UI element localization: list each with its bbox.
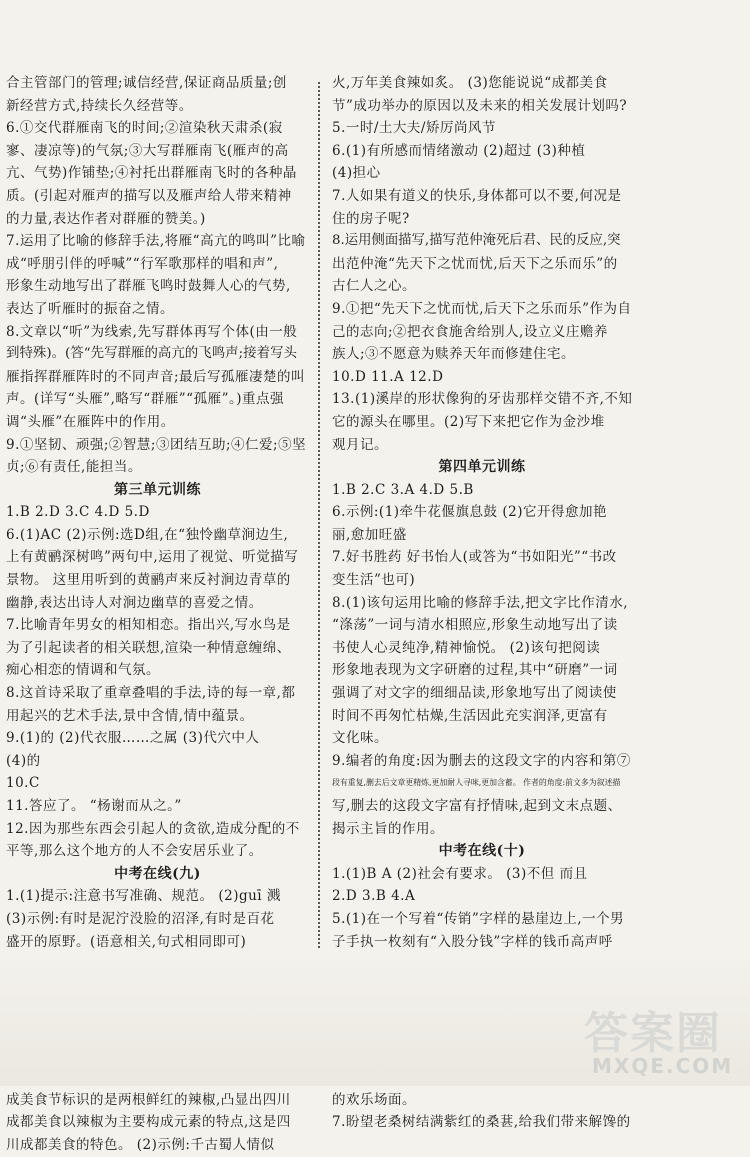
answer-line: 新经营方式,持续长久经营等。 [6, 97, 193, 114]
answer-line: 成“呼朋引伴的呼喊”“行军歌那样的唱和声”, [6, 255, 279, 272]
answer-line: 住的房子呢? [332, 210, 410, 227]
answer-line: 的欢乐场面。 [332, 1091, 416, 1108]
answer-line: 9.编者的角度:因为删去的这段文字的内容和第⑦ [332, 752, 631, 769]
answer-line: 9.①坚韧、顽强;②智慧;③团结互助;④仁爱;⑤坚 [6, 436, 307, 453]
answer-line: 写,删去的这段文字富有抒情味,起到文末点题、 [332, 798, 622, 814]
answer-line: 合主管部门的管理;诚信经营,保证商品质量;创 [6, 75, 287, 91]
answer-line: 8.运用侧面描写,描写范仲淹死后君、民的反应,突 [332, 233, 621, 249]
section-heading: 第四单元训练 [438, 459, 526, 476]
answer-line: 出范仲淹“先天下之忧而忧,后天下之乐而乐”的 [332, 255, 618, 272]
answer-line: 1.(1)B A (2)社会有要求。 (3)不但 而且 [332, 865, 588, 882]
answer-line: 痴心相恋的情调和气氛。 [6, 662, 160, 679]
answer-line: 时间不再匆忙枯燥,生活因此充实润泽,更富有 [332, 707, 608, 724]
answer-line: 雁指挥群雁阵时的不同声音;最后写孤雁凄楚的叫 [6, 368, 306, 385]
answer-line: 子手执一枚刻有“入股分钱”字样的钱币高声呼 [332, 933, 613, 950]
answer-line: 1.(1)提示:注意书写准确、规范。 (2)guī 溅 [6, 888, 281, 905]
answer-line: 10.C [6, 775, 40, 792]
answer-line: 为了引起读者的相关联想,渲染一种情意缠绵、 [6, 639, 291, 656]
answer-line: 贞;⑥有责任,能担当。 [6, 459, 142, 476]
watermark-url: MXQE.COM [592, 1054, 734, 1078]
section-heading: 中考在线(十) [438, 843, 526, 860]
answer-line: 族人;③不愿意为赎养天年而修建住宅。 [332, 346, 576, 363]
answer-line: 9.(1)的 (2)代衣服……之属 (3)代穴中人 [6, 730, 260, 747]
answer-line: 1.B 2.C 3.A 4.D 5.B [332, 481, 474, 498]
answer-line: 寥、凄凉等)的气氛;③大写群雁南飞(雁声的高 [6, 142, 289, 159]
answer-line: 13.(1)溪岸的形状像狗的牙齿那样交错不齐,不知 [332, 391, 633, 408]
answer-line: (4)的 [6, 752, 41, 769]
answer-line: 7.好书胜药 好书怡人(或答为“书如阳光”“书改 [332, 549, 617, 566]
answer-line: 变生活”也可) [332, 572, 416, 589]
answer-line: 6.示例:(1)牵牛花偃旗息鼓 (2)它开得愈加艳 [332, 504, 607, 521]
answer-line: 7.人如果有道义的快乐,身体都可以不要,何况是 [332, 187, 622, 204]
answer-line: 7.运用了比喻的修辞手法,将雁“高亢的鸣叫”比喻 [6, 233, 306, 250]
answer-line: 书使人心灵纯净,精神愉悦。 (2)该句把阅读 [332, 639, 601, 656]
answer-line: 盛开的原野。(语意相关,句式相同即可) [6, 933, 247, 950]
answer-line: 揭示主旨的作用。 [332, 820, 444, 837]
answer-line: 6.①交代群雁南飞的时间;②渲染秋天肃杀(寂 [6, 120, 283, 137]
answer-line: 己的志向;②把衣食施舍给别人,设立义庄赡养 [332, 323, 608, 340]
answer-line: 观月记。 [332, 436, 388, 453]
answer-line: 强调了对文字的细细品读,形象地写出了阅读使 [332, 685, 617, 702]
answer-line: 景物。 这里用听到的黄鹂声来反衬涧边青草的 [6, 572, 291, 589]
answer-line: 8.这首诗采取了重章叠唱的手法,诗的每一章,都 [6, 685, 296, 702]
watermark-logo [580, 1010, 740, 1082]
answer-line: 的力量,表达作者对群雁的赞美。) [6, 210, 206, 227]
answer-line: 声。(详写“头雁”,略写“群雁”“孤雁”。)重点强 [6, 391, 284, 408]
answer-line: 6.(1)有所感而情绪激动 (2)超过 (3)种植 [332, 142, 586, 159]
answer-line: 表达了听雁时的振奋之情。 [6, 300, 174, 317]
answer-line: 11.答应了。 “杨谢而从之。” [6, 798, 182, 814]
answer-line: 川成都美食的特色。 (2)示例:千古蜀人情似 [6, 1136, 275, 1153]
answer-line: 文化味。 [332, 730, 388, 747]
answer-line: 古仁人之心。 [332, 278, 416, 295]
answer-line: 6.(1)AC (2)示例:选D组,在“独怜幽草涧边生, [6, 526, 289, 543]
answer-line: 7.比喻青年男女的相知相恋。指出兴,写水鸟是 [6, 617, 291, 634]
answer-line: 质。(引起对雁声的描写以及雁声给人带来精神 [6, 187, 292, 204]
answer-line: 5.(1)在一个写着“传销”字样的悬崖边上,一个男 [332, 910, 625, 927]
answer-line: 成都美食以辣椒为主要构成元素的特点,这是四 [6, 1114, 291, 1131]
answer-line: 节”成功举办的原因以及未来的相关发展计划吗? [332, 97, 628, 114]
section-heading: 第三单元训练 [114, 481, 201, 498]
answer-line: 形象地表现为文字研磨的过程,其中“研磨”一词 [332, 662, 618, 679]
answer-line: 丽,愈加旺盛 [332, 526, 407, 543]
answer-line: 2.D 3.B 4.A [332, 888, 416, 905]
answer-line: “涤荡”一词与清水相照应,形象生动地写出了读 [332, 617, 618, 634]
answer-line: 8.文章以“听”为线索,先写群体再写个体(由一般 [6, 323, 298, 340]
answer-line: 10.D 11.A 12.D [332, 368, 444, 385]
answer-line: 平等,那么这个地方的人不会安居乐业了。 [6, 843, 263, 860]
section-heading: 中考在线(九) [114, 865, 201, 882]
answer-line: 用起兴的艺术手法,景中含情,情中蕴景。 [6, 707, 254, 724]
answer-line: 它的源头在哪里。(2)写下来把它作为金沙堆 [332, 413, 605, 430]
answer-line: 火,万年美食辣如炙。 (3)您能说说“成都美食 [332, 75, 608, 91]
answer-line: 段有重复,删去后文章更精炼,更加耐人寻味,更加含蓄。 作者的角度:前文多为叙述描 [332, 778, 621, 788]
watermark-title: 答案圈 [584, 1008, 722, 1059]
column-divider [318, 82, 320, 952]
answer-line: 9.①把“先天下之忧而忧,后天下之乐而乐”作为自 [332, 300, 632, 317]
answer-line: 到特殊)。(答“先写群雁的高亢的飞鸣声;接着写头 [6, 346, 297, 362]
answer-line: 1.B 2.D 3.C 4.D 5.D [6, 504, 150, 521]
answer-line: 调“头雁”在雁阵中的作用。 [6, 413, 175, 430]
answer-line: 5.一时/土大夫/矫厉尚风节 [332, 120, 496, 137]
answer-line: 12.因为那些东西会引起人的贪欲,造成分配的不 [6, 820, 300, 837]
answer-line: (4)担心 [332, 165, 381, 182]
answer-line: 8.(1)该句运用比喻的修辞手法,把文字比作清水, [332, 594, 629, 611]
answer-line: 形象生动地写出了群雁飞鸣时鼓舞人心的气势, [6, 278, 291, 295]
answer-line: (3)示例:有时是泥泞没脸的沼泽,有时是百花 [6, 910, 275, 927]
answer-line: 7.盼望老桑树结满紫红的桑葚,给我们带来解馋的 [332, 1114, 631, 1131]
answer-line: 幽静,表达出诗人对涧边幽草的喜爱之情。 [6, 594, 263, 611]
answer-line: 成美食节标识的是两根鲜红的辣椒,凸显出四川 [6, 1091, 291, 1108]
answer-line: 亢、气势)作铺垫;④衬托出群雁南飞时的各种晶 [6, 165, 297, 182]
answer-line: 上有黄鹂深树鸣”两句中,运用了视觉、听觉描写 [6, 549, 299, 566]
